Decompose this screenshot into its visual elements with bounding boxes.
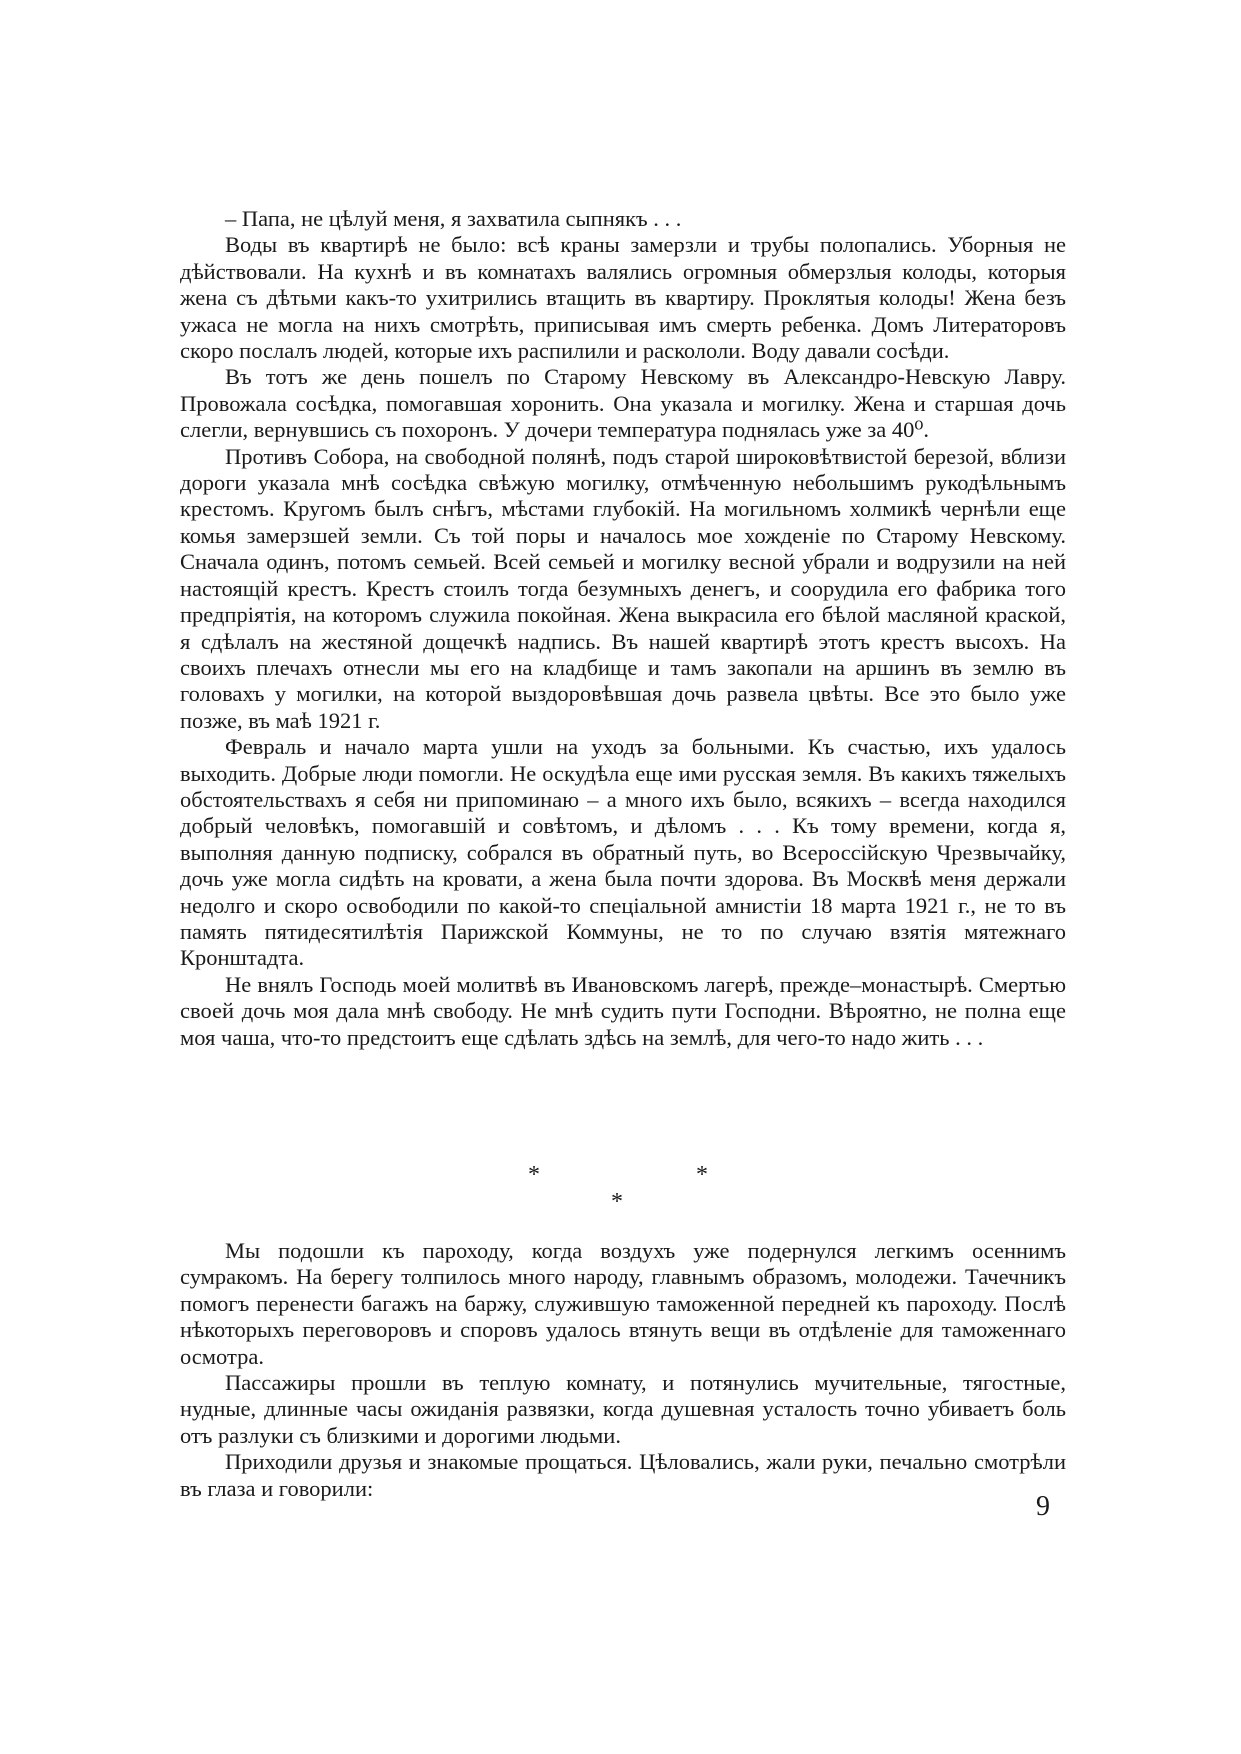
asterism-star-left: * <box>528 1162 540 1188</box>
paragraph-farewell: Приходили друзья и знакомые прощаться. Цѣловались, жали руки, печально смотрѣли въ глаза и говорили: <box>180 1449 1066 1501</box>
section-divider-asterism <box>180 1162 1066 1222</box>
asterism-star-right: * <box>696 1162 708 1188</box>
page-number: 9 <box>1036 1491 1050 1522</box>
paragraph-passengers: Пассажиры прошли въ теплую комнату, и потянулись мучительные, тягостные, нудные, длинные часы ожиданія развязки, когда душевная усталость точно убиваетъ боль отъ разлуки съ близкими и дорогими людьми. <box>180 1370 1066 1448</box>
paragraph-steamer: Мы подошли къ пароходу, когда воздухъ уже подернулся легкимъ осеннимъ сумракомъ. На берегу толпилось много народу, главнымъ образомъ, молодежи. Тачечникъ помогъ перенести багажъ на баржу, служившую таможенной передней къ пароходу. Послѣ нѣкоторыхъ переговоровъ и споровъ удалось втянуть вещи въ отдѣленіе для таможеннаго осмотра. <box>180 1238 1066 1369</box>
paragraph-february: Февраль и начало марта ушли на уходъ за больными. Къ счастью, ихъ удалось выходить. Добрые люди помогли. Не оскудѣла еще ими русская земля. Въ какихъ тяжелыхъ обстоятельствахъ я себя ни припоминаю – а много ихъ было, всякихъ – всегда находился добрый человѣкъ, помогавшій и совѣтомъ, и дѣломъ . . . Къ тому времени, когда я, выполняя данную подписку, собрался въ обратный путь, во Всероссійскую Чрезвычайку, дочь уже могла сидѣть на кровати, а жена была почти здорова. Въ Москвѣ меня держали недолго и скоро освободили по какой-то спеціальной амнистіи 18 марта 1921 г., не то въ память пятидесятилѣтія Парижской Коммуны, не то по случаю взятія мятежнаго Кронштадта. <box>180 734 1066 971</box>
paragraph-water: Воды въ квартирѣ не было: всѣ краны замерзли и трубы полопались. Уборныя не дѣйствовали. На кухнѣ и въ комнатахъ валялись огромныя обмерзлыя колоды, которыя жена съ дѣтьми какъ-то ухитрились втащить въ квартиру. Проклятыя колоды! Жена безъ ужаса не могла на нихъ смотрѣть, приписывая имъ смерть ребенка. Домъ Литераторовъ скоро послалъ людей, которые ихъ распилили и раскололи. Воду давали сосѣди. <box>180 232 1066 364</box>
asterism-star-bottom: * <box>611 1189 623 1215</box>
paragraph-lavra: Въ тотъ же день пошелъ по Старому Невскому въ Александро-Невскую Лавру. Провожала сосѣдка, помогавшая хоронить. Она указала и могилку. Жена и старшая дочь слегли, вернувшись съ похоронъ. У дочери температура поднялась уже за 40⁰. <box>180 364 1066 443</box>
paragraph-grave: Противъ Собора, на свободной полянѣ, подъ старой широковѣтвистой березой, вблизи дороги указала мнѣ сосѣдка свѣжую могилку, отмѣченную небольшимъ рукодѣльнымъ крестомъ. Кругомъ былъ снѣгъ, мѣстами глубокій. На могильномъ холмикѣ чернѣли еще комья замерзшей земли. Съ той поры и началось мое хожденіе по Старому Невскому. Сначала одинъ, потомъ семьей. Всей семьей и могилку весной убрали и водрузили на ней настоящій крестъ. Крестъ стоилъ тогда безумныхъ денегъ, и соорудила его фабрика того предпріятія, на которомъ служила покойная. Жена выкрасила его бѣлой масляной краской, я сдѣлалъ на жестяной дощечкѣ надпись. Въ нашей квартирѣ этотъ крестъ высохъ. На своихъ плечахъ отнесли мы его на кладбище и тамъ закопали на аршинъ въ землю въ головахъ у могилки, на которой выздоровѣвшая дочь развела цвѣты. Все это было уже позже, въ маѣ 1921 г. <box>180 443 1066 733</box>
paragraph-prayer: Не внялъ Господь моей молитвѣ въ Ивановскомъ лагерѣ, прежде–монастырѣ. Смертью своей дочь моя дала мнѣ свободу. Не мнѣ судить пути Господни. Вѣроятно, не полна еще моя чаша, что-то предстоитъ еще сдѣлать здѣсь на землѣ, для чего-то надо жить . . . <box>180 971 1066 1050</box>
main-text-lower <box>180 1238 1066 1502</box>
paragraph-dialogue: – Папа, не цѣлуй меня, я захватила сыпнякъ . . . <box>225 206 682 231</box>
main-text-upper <box>180 206 1066 1051</box>
